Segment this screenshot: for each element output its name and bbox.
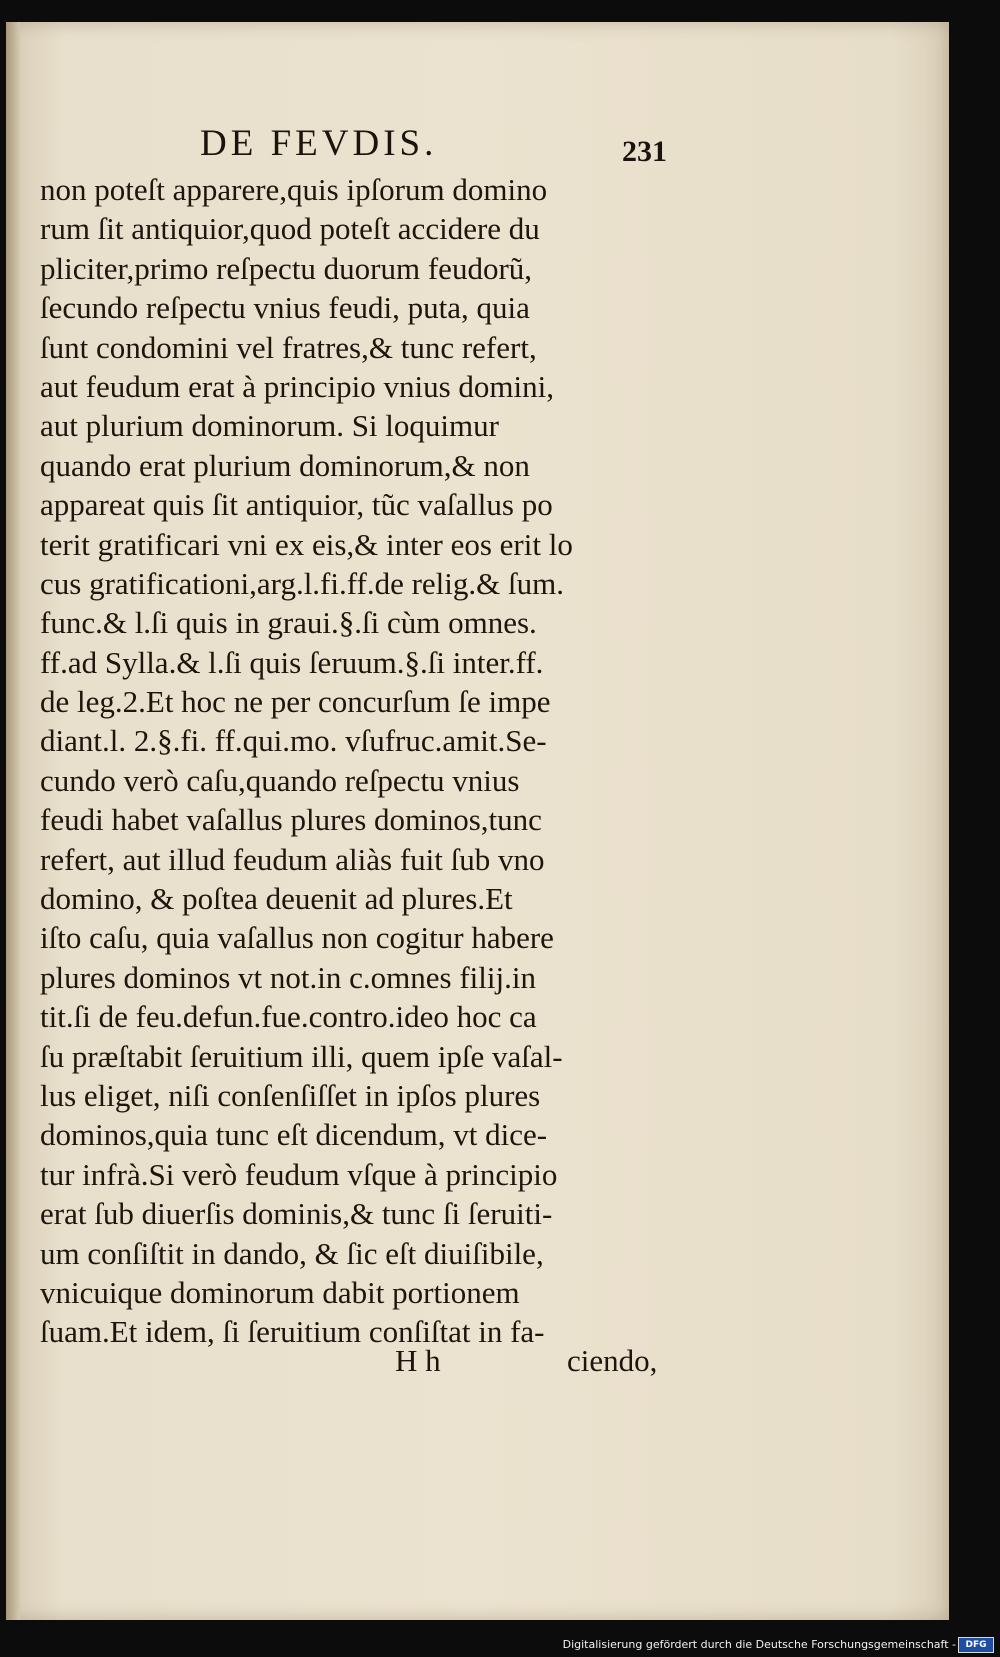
digitization-credit: Digitalisierung gefördert durch die Deutsche Forschungsgemeinschaft - <box>562 1638 956 1651</box>
text-line: cundo verò caſu,quando reſpectu vnius <box>40 762 520 798</box>
text-line: ſuam.Et idem, ſi ſeruitium conſiſtat in fa- <box>40 1314 545 1350</box>
text-block <box>40 170 680 1352</box>
running-head: DE FEVDIS. <box>200 123 438 164</box>
catchword-row <box>40 1343 660 1383</box>
text-line: tit.ſi de feu.defun.fue.contro.ideo hoc ca <box>40 999 537 1035</box>
text-line: erat ſub diuerſis dominis,& tunc ſi ſeruiti- <box>40 1196 553 1232</box>
text-line: ff.ad Sylla.& l.ſi quis ſeruum.§.ſi inter.ff. <box>40 644 544 680</box>
text-line: plures dominos vt not.in c.omnes filij.in <box>40 959 536 995</box>
text-line: tur infrà.Si verò feudum vſque à principio <box>40 1156 558 1192</box>
text-line: domino, & poſtea deuenit ad plures.Et <box>40 881 513 917</box>
text-line: cus gratificationi,arg.l.fi.ff.de relig.& ſum. <box>40 565 564 601</box>
text-line: de leg.2.Et hoc ne per concurſum ſe impe <box>40 684 551 720</box>
text-line: vnicuique dominorum dabit portionem <box>40 1274 520 1310</box>
text-line: dominos,quia tunc eſt dicendum, vt dice- <box>40 1117 548 1153</box>
text-line: aut plurium dominorum. Si loquimur <box>40 408 499 444</box>
text-line: refert, aut illud feudum aliàs fuit ſub vno <box>40 841 545 877</box>
text-line: quando erat plurium dominorum,& non <box>40 447 530 483</box>
text-line: ſunt condomini vel fratres,& tunc refert, <box>40 329 537 365</box>
text-line: func.& l.ſi quis in graui.§.ſi cùm omnes. <box>40 605 537 641</box>
text-line: non poteſt apparere,quis ipſorum domino <box>40 172 548 207</box>
dfg-logo-icon: DFG <box>958 1637 994 1653</box>
signature-mark: H h <box>395 1343 441 1378</box>
text-line: lus eliget, niſi conſenſiſſet in ipſos plures <box>40 1077 541 1113</box>
text-line: um conſiſtit in dando, & ſic eſt diuiſibile, <box>40 1235 544 1271</box>
text-line: ſu præſtabit ſeruitium illi, quem ipſe vaſal- <box>40 1038 563 1074</box>
text-line: pliciter,primo reſpectu duorum feudorũ, <box>40 250 533 286</box>
text-line: terit gratificari vni ex eis,& inter eos erit lo <box>40 526 573 562</box>
text-line: feudi habet vaſallus plures dominos,tunc <box>40 802 542 838</box>
text-line: ſecundo reſpectu vnius feudi, puta, quia <box>40 290 530 326</box>
binding-gutter <box>6 22 20 1620</box>
page-number: 231 <box>622 135 667 168</box>
text-line: aut feudum erat à principio vnius domini, <box>40 368 554 404</box>
text-line: rum ſit antiquior,quod poteſt accidere du <box>40 211 540 247</box>
text-line: appareat quis ſit antiquior, tũc vaſallus po <box>40 487 553 523</box>
catchword: ciendo, <box>567 1343 658 1378</box>
text-line: diant.l. 2.§.fi. ff.qui.mo. vſufruc.amit.Se- <box>40 723 547 759</box>
text-line: iſto caſu, quia vaſallus non cogitur habere <box>40 920 554 956</box>
